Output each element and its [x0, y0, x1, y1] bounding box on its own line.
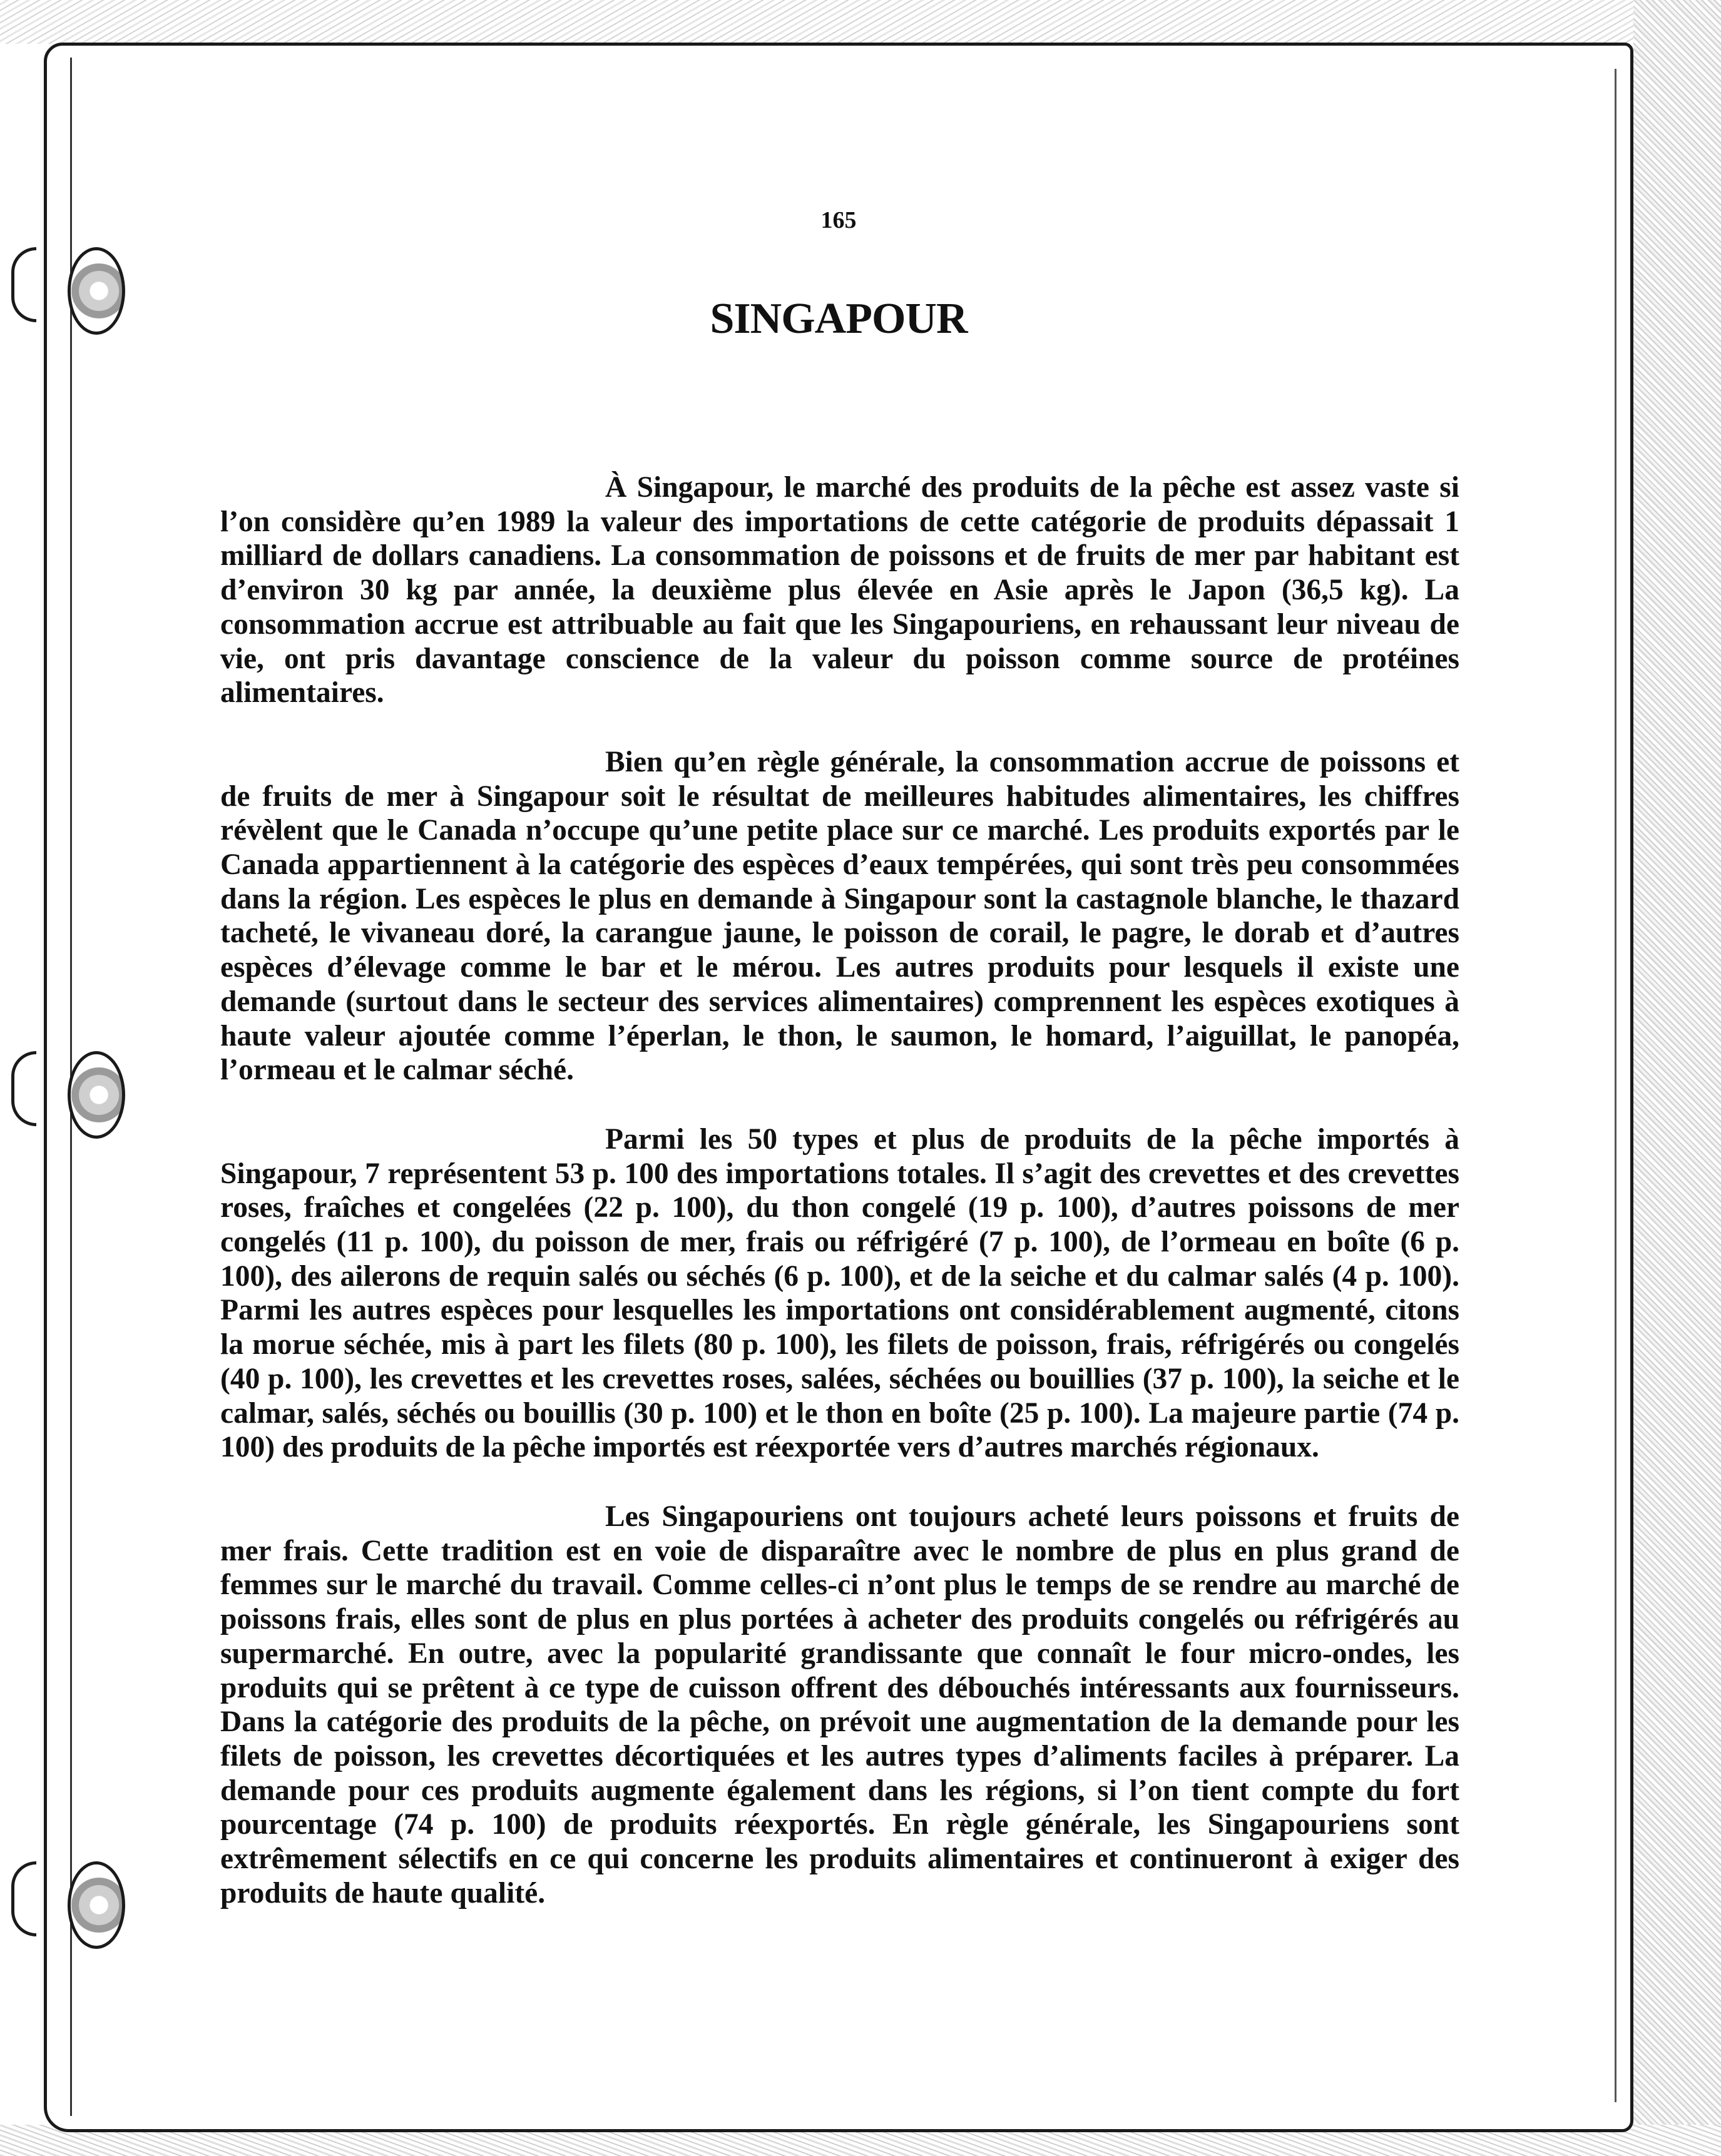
page-number: 165 [820, 207, 857, 233]
binder-ring-icon-top [68, 247, 125, 335]
page-title: SINGAPOUR [710, 295, 968, 343]
scan-edge-top [0, 0, 1721, 44]
binder-ring-icon-middle [68, 1051, 125, 1139]
binder-ring-icon-bottom [68, 1861, 125, 1949]
body-text [220, 470, 1459, 1945]
page-right-edge-line [1615, 69, 1616, 2102]
paragraph-3: Parmi les 50 types et plus de produits de la pêche importés à Singapour, 7 représentent 53 p. 100 des importations totales. Il s’agit des crevettes et des crevettes roses, fraîches et congelées (22 p. 100), du thon congelé (19 p. 100), d’autres poissons de mer congelés (11 p. 100), du poisson de mer, frais ou réfrigéré (7 p. 100), de l’ormeau en boîte (6 p. 100), des ailerons de requin salés ou séchés (6 p. 100), et de la seiche et du calmar salés (4 p. 100). Parmi les autres espèces pour lesquelles les importations ont considérablement augmenté, citons la morue séchée, mis à part les filets (80 p. 100), les filets de poisson, frais, réfrigérés ou congelés (40 p. 100), les crevettes et les crevettes roses, salées, séchées ou bouillies (37 p. 100), la seiche et le calmar, salés, séchés ou bouillis (30 p. 100) et le thon en boîte (25 p. 100). La majeure partie (74 p. 100) des produits de la pêche importés est réexportée vers d’autres marchés régionaux. [220, 1122, 1459, 1464]
binder-clip-middle [11, 1051, 36, 1126]
paragraph-2: Bien qu’en règle générale, la consommation accrue de poissons et de fruits de mer à Singapour soit le résultat de meilleures habitudes alimentaires, les chiffres révèlent que le Canada n’occupe qu’une petite place sur ce marché. Les produits exportés par le Canada appartiennent à la catégorie des espèces d’eaux tempérées, qui sont très peu consommées dans la région. Les espèces le plus en demande à Singapour sont la castagnole blanche, le thazard tacheté, le vivaneau doré, la carangue jaune, le poisson de corail, le pagre, le dorab et d’autres espèces d’élevage comme le bar et le mérou. Les autres produits pour lesquels il existe une demande (surtout dans le secteur des services alimentaires) comprennent les espèces exotiques à haute valeur ajoutée comme l’éperlan, le thon, le saumon, le homard, l’aiguillat, le panopéa, l’ormeau et le calmar séché. [220, 745, 1459, 1087]
paragraph-1: À Singapour, le marché des produits de la pêche est assez vaste si l’on considère qu’en 1989 la valeur des importations de cette catégorie de produits dépassait 1 milliard de dollars canadiens. La consommation de poissons et de fruits de mer par habitant est d’environ 30 kg par année, la deuxième plus élevée en Asie après le Japon (36,5 kg). La consommation accrue est attribuable au fait que les Singapouriens, en rehaussant leur niveau de vie, ont pris davantage conscience de la valeur du poisson comme source de protéines alimentaires. [220, 471, 1459, 709]
binder-clip-top [11, 247, 36, 322]
binder-clip-bottom [11, 1861, 36, 1936]
paragraph-4: Les Singapouriens ont toujours acheté leurs poissons et fruits de mer frais. Cette tradition est en voie de disparaître avec le nombre de plus en plus grand de femmes sur le marché du travail. Comme celles-ci n’ont plus le temps de se rendre au marché de poissons frais, elles sont de plus en plus portées à acheter des produits congelés ou réfrigérés au supermarché. En outre, avec la popularité grandissante que connaît le four micro-ondes, les produits qui se prêtent à ce type de cuisson offrent des débouchés intéressants aux fournisseurs. Dans la catégorie des produits de la pêche, on prévoit une augmentation de la demande pour les filets de poisson, les crevettes décortiquées et les autres types d’aliments faciles à préparer. La demande pour ces produits augmente également dans les régions, si l’on tient compte du fort pourcentage (74 p. 100) de produits réexportés. En règle générale, les Singapouriens sont extrêmement sélectifs en ce qui concerne les produits alimentaires et continueront à exiger des produits de haute qualité. [220, 1500, 1459, 1909]
scan-edge-right [1633, 0, 1721, 2156]
